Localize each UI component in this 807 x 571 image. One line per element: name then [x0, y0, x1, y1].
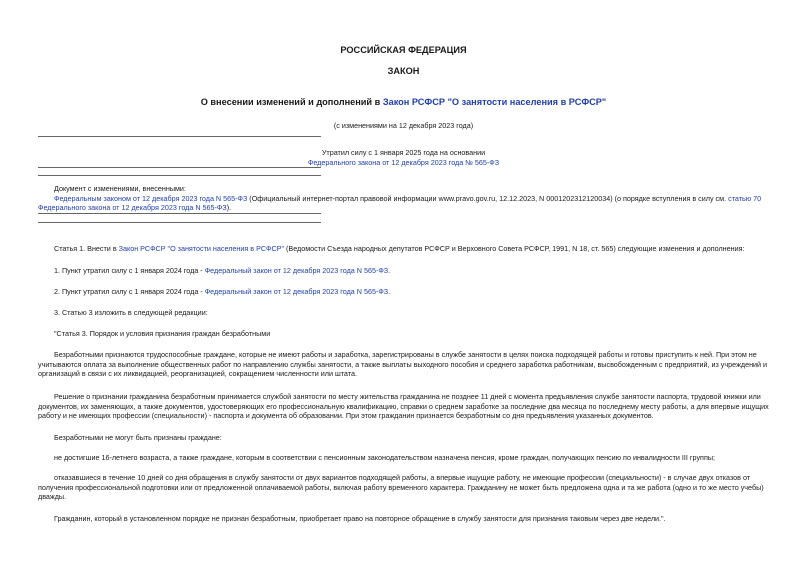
separator-line: [38, 167, 321, 168]
item-1-paragraph: [38, 266, 771, 276]
item-2-law-link[interactable]: Федеральный закон от 12 декабря 2023 года N 565-ФЗ: [204, 287, 389, 296]
article-1-prefix: Статья 1. Внести в: [54, 244, 119, 253]
paragraph-age-pension: не достигшие 16-летнего возраста, а также граждане, которым в соответствии с пенсионным законодательством назначена пенсия, кроме граждан, получающих пенсию по инвалидности III группы;: [54, 453, 715, 462]
changes-text: [38, 194, 771, 213]
paragraph-recognition-decision: Решение о признании гражданина безработным принимается службой занятости по месту жительства гражданина не позднее 11 дней с момента предъявления службе занятости паспорта, трудовой книжки или документов, их заменяющих, а также документов, удостоверяющих его профессиональную квалификацию, справки о среднем заработке за последние два месяца по последнему месту работы, а для впервые ищущих работу и не имеющих профессии (специальности) - паспорта и документа об образовании. При этом гражданин признается безработным со дня предъявления указанных документов.: [38, 392, 769, 421]
lost-force-text: Утратил силу с 1 января 2025 года на основании: [321, 148, 486, 157]
separator-line: [38, 136, 321, 137]
item-1-suffix: .: [388, 266, 391, 275]
paragraph-refusals: отказавшиеся в течение 10 дней со дня обращения в службу занятости от двух вариантов подходящей работы, а впервые ищущие работу, не имеющие профессии (специальности) - в случае двух отказов от получения профессиональной подготовки или от предложенной оплачиваемой работы, включая работу временного характера. Гражданину не может быть предложена одна и та же работа (одно и то же место учебы) дважды.: [38, 473, 764, 502]
document-title: [0, 98, 807, 108]
article-1-suffix: (Ведомости Съезда народных депутатов РСФСР и Верховного Совета РСФСР, 1991, N 18, ст. 565) следующие изменения и дополнения:: [284, 244, 745, 253]
country-heading: РОССИЙСКАЯ ФЕДЕРАЦИЯ: [340, 45, 467, 55]
lost-force-note: [190, 148, 617, 168]
changes-closing-text: ).: [226, 203, 232, 213]
item-2-prefix: 2. Пункт утратил силу с 1 января 2024 года -: [54, 287, 205, 296]
separator-line: [38, 213, 321, 214]
item-2-paragraph: [38, 287, 771, 297]
paragraph-unemployed-definition: Безработными признаются трудоспособные граждане, которые не имеют работы и заработка, зарегистрированы в службе занятости в целях поиска подходящей работы и готовы приступить к ней. При этом не учитываются оплата за выполнение общественных работ по направлению службы занятости, а также выплаты выходного пособия и среднего заработка работникам, высвобожденным с предприятий, из учреждений и организаций в связи с их ликвидацией, реорганизацией, сокращением численности или штата.: [38, 350, 768, 379]
article-1-paragraph: [38, 244, 771, 254]
article-1-law-link[interactable]: Закон РСФСР "О занятости населения в РСФСР": [118, 244, 285, 253]
changes-source-text: (Официальный интернет-портал правовой информации www.pravo.gov.ru, 12.12.2023, N 0001202312120034) (о порядке вступления в силу см.: [247, 193, 729, 203]
item-2-suffix: .: [388, 287, 391, 296]
item-3-paragraph: 3. Статью 3 изложить в следующей редакции:: [54, 308, 208, 317]
lost-force-law-link[interactable]: Федерального закона от 12 декабря 2023 года № 565-ФЗ: [307, 158, 500, 167]
item-1-law-link[interactable]: Федеральный закон от 12 декабря 2023 года N 565-ФЗ: [204, 266, 389, 275]
revision-note: (с изменениями на 12 декабря 2023 года): [333, 121, 474, 130]
changes-law-link-2[interactable]: Федерального закона от 12 декабря 2023 года N 565-ФЗ: [38, 203, 227, 213]
separator-line: [38, 222, 321, 223]
changes-block: [38, 184, 771, 213]
changes-label: Документ с изменениями, внесенными:: [54, 184, 186, 193]
title-law-link[interactable]: Закон РСФСР "О занятости населения в РСФСР": [382, 97, 607, 107]
doc-type-heading: ЗАКОН: [387, 66, 420, 76]
article-70-link[interactable]: статью 70: [728, 193, 762, 203]
separator-line: [38, 175, 321, 176]
paragraph-repeat-application: Гражданин, который в установленном порядке не признан безработным, приобретает право на повторное обращение в службу занятости для признания таковым через две недели.".: [54, 514, 666, 523]
article-3-title: "Статья 3. Порядок и условия признания граждан безработными: [54, 329, 271, 338]
title-prefix: О внесении изменений и дополнений в: [200, 97, 383, 107]
item-1-prefix: 1. Пункт утратил силу с 1 января 2024 года -: [54, 266, 205, 275]
changes-law-link[interactable]: Федеральным законом от 12 декабря 2023 года N 565-ФЗ: [54, 193, 248, 203]
paragraph-cannot-be-recognized: Безработными не могут быть признаны граждане:: [54, 433, 222, 442]
